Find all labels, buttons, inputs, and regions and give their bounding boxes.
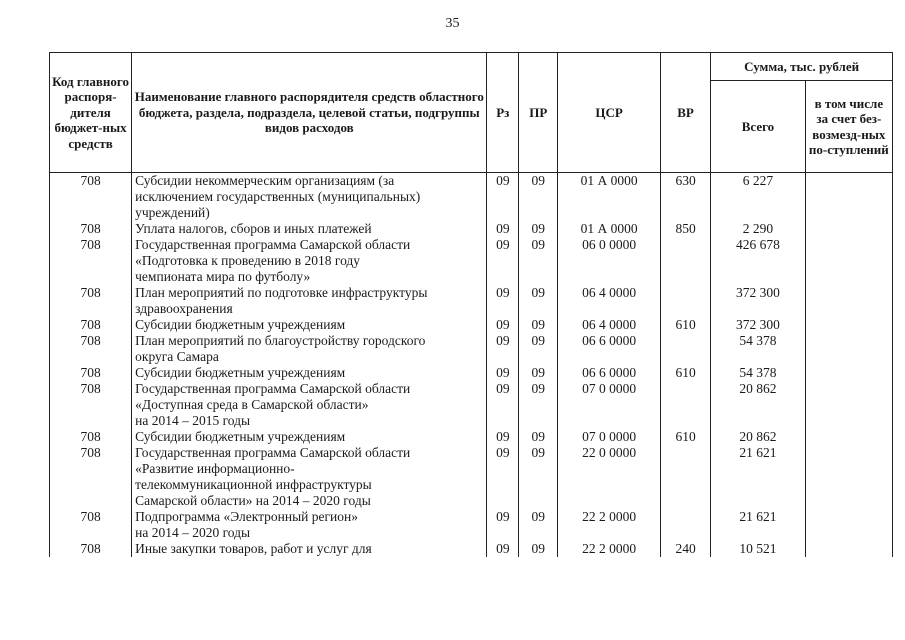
- row-vr: [660, 333, 710, 365]
- row-rz: 09: [487, 285, 519, 317]
- row-vr: 610: [660, 429, 710, 445]
- row-rz: 09: [487, 333, 519, 365]
- row-pr: 09: [519, 381, 558, 429]
- row-total: 21 621: [711, 445, 805, 509]
- row-name-line: округа Самара: [135, 349, 219, 364]
- row-csr: 06 0 0000: [558, 237, 661, 285]
- row-name-line: «Подготовка к проведению в 2018 году: [135, 253, 361, 268]
- row-pr: 09: [519, 541, 558, 557]
- row-pr: 09: [519, 237, 558, 285]
- table-row: [50, 221, 893, 237]
- row-free: [805, 541, 892, 557]
- header-vr: ВР: [660, 53, 710, 173]
- row-total: 372 300: [711, 285, 805, 317]
- row-name-line: Подпрограмма «Электронный регион»: [135, 509, 358, 524]
- row-name: [132, 221, 487, 237]
- row-rz: 09: [487, 381, 519, 429]
- row-vr: 240: [660, 541, 710, 557]
- row-name-line: Субсидии бюджетным учреждениям: [135, 365, 346, 380]
- row-csr: 06 6 0000: [558, 365, 661, 381]
- table-row: [50, 333, 893, 365]
- row-vr: [660, 445, 710, 509]
- row-free: [805, 173, 892, 222]
- row-name-line: План мероприятий по подготовке инфраструктуры: [135, 285, 428, 300]
- table-row: [50, 429, 893, 445]
- header-sum: Сумма, тыс. рублей: [711, 53, 893, 81]
- table-row: [50, 317, 893, 333]
- row-name-line: Государственная программа Самарской области: [135, 445, 411, 460]
- row-total: 54 378: [711, 333, 805, 365]
- row-name-line: на 2014 – 2020 годы: [135, 525, 251, 540]
- row-csr: 22 0 0000: [558, 445, 661, 509]
- table-row: [50, 237, 893, 285]
- row-rz: 09: [487, 445, 519, 509]
- row-vr: 610: [660, 365, 710, 381]
- header-name: Наименование главного распорядителя средств областного бюджета, раздела, подраздела, целевой статьи, подгруппы видов расходов: [132, 53, 487, 173]
- row-csr: 06 6 0000: [558, 333, 661, 365]
- row-vr: [660, 285, 710, 317]
- row-name-line: Уплата налогов, сборов и иных платежей: [135, 221, 372, 236]
- row-name: [132, 509, 487, 541]
- row-code: 708: [50, 429, 132, 445]
- row-csr: 07 0 0000: [558, 429, 661, 445]
- row-pr: 09: [519, 221, 558, 237]
- header-total: Всего: [711, 81, 805, 173]
- row-pr: 09: [519, 429, 558, 445]
- table-row: [50, 381, 893, 429]
- row-free: [805, 333, 892, 365]
- row-pr: 09: [519, 317, 558, 333]
- table-header: [50, 53, 893, 173]
- row-name: [132, 541, 487, 557]
- row-vr: 630: [660, 173, 710, 222]
- row-total: 21 621: [711, 509, 805, 541]
- row-name: [132, 317, 487, 333]
- row-total: 20 862: [711, 381, 805, 429]
- header-csr: ЦСР: [558, 53, 661, 173]
- row-name-line: исключением государственных (муниципальных): [135, 189, 421, 204]
- row-vr: [660, 381, 710, 429]
- header-free: в том числе за счет без-возмезд-ных по-ступлений: [805, 81, 892, 173]
- row-name-line: чемпионата мира по футболу»: [135, 269, 311, 284]
- row-name: [132, 365, 487, 381]
- row-total: 426 678: [711, 237, 805, 285]
- row-pr: 09: [519, 509, 558, 541]
- row-name: [132, 333, 487, 365]
- row-name-line: телекоммуникационной инфраструктуры: [135, 477, 372, 492]
- row-rz: 09: [487, 541, 519, 557]
- row-code: 708: [50, 541, 132, 557]
- row-name-line: на 2014 – 2015 годы: [135, 413, 251, 428]
- row-rz: 09: [487, 173, 519, 222]
- table-body: [50, 173, 893, 558]
- row-free: [805, 237, 892, 285]
- table-row: [50, 285, 893, 317]
- row-csr: 06 4 0000: [558, 285, 661, 317]
- row-name: [132, 429, 487, 445]
- table-row: [50, 173, 893, 222]
- row-free: [805, 429, 892, 445]
- row-total: 20 862: [711, 429, 805, 445]
- row-csr: 01 А 0000: [558, 221, 661, 237]
- table-row: [50, 541, 893, 557]
- row-name-line: «Развитие информационно-: [135, 461, 295, 476]
- row-code: 708: [50, 365, 132, 381]
- row-name: [132, 381, 487, 429]
- row-free: [805, 365, 892, 381]
- row-free: [805, 221, 892, 237]
- row-name: [132, 237, 487, 285]
- row-name-line: Субсидии бюджетным учреждениям: [135, 317, 346, 332]
- budget-table: [49, 52, 893, 557]
- row-name: [132, 173, 487, 222]
- row-code: 708: [50, 509, 132, 541]
- row-csr: 06 4 0000: [558, 317, 661, 333]
- row-pr: 09: [519, 173, 558, 222]
- row-name-line: «Доступная среда в Самарской области»: [135, 397, 369, 412]
- row-csr: 01 А 0000: [558, 173, 661, 222]
- row-code: 708: [50, 237, 132, 285]
- row-free: [805, 509, 892, 541]
- row-pr: 09: [519, 445, 558, 509]
- row-csr: 22 2 0000: [558, 509, 661, 541]
- header-pr: ПР: [519, 53, 558, 173]
- row-name-line: Государственная программа Самарской области: [135, 381, 411, 396]
- row-name: [132, 285, 487, 317]
- row-name-line: Субсидии бюджетным учреждениям: [135, 429, 346, 444]
- row-pr: 09: [519, 365, 558, 381]
- row-name-line: учреждений): [135, 205, 210, 220]
- row-name-line: Субсидии некоммерческим организациям (за: [135, 173, 395, 188]
- row-rz: 09: [487, 365, 519, 381]
- row-pr: 09: [519, 333, 558, 365]
- row-free: [805, 381, 892, 429]
- row-vr: [660, 509, 710, 541]
- row-name-line: Самарской области» на 2014 – 2020 годы: [135, 493, 371, 508]
- row-vr: 850: [660, 221, 710, 237]
- row-name: [132, 445, 487, 509]
- row-name-line: Государственная программа Самарской области: [135, 237, 411, 252]
- row-total: 372 300: [711, 317, 805, 333]
- row-pr: 09: [519, 285, 558, 317]
- row-code: 708: [50, 445, 132, 509]
- row-csr: 22 2 0000: [558, 541, 661, 557]
- row-code: 708: [50, 333, 132, 365]
- row-total: 54 378: [711, 365, 805, 381]
- row-total: 2 290: [711, 221, 805, 237]
- row-name-line: План мероприятий по благоустройству городского: [135, 333, 426, 348]
- row-free: [805, 285, 892, 317]
- row-total: 6 227: [711, 173, 805, 222]
- row-code: 708: [50, 173, 132, 222]
- row-free: [805, 445, 892, 509]
- row-free: [805, 317, 892, 333]
- row-rz: 09: [487, 317, 519, 333]
- row-code: 708: [50, 221, 132, 237]
- row-name-line: Иные закупки товаров, работ и услуг для: [135, 541, 372, 556]
- table-row: [50, 509, 893, 541]
- header-code: Код главного распоря-дителя бюджет-ных средств: [50, 53, 132, 173]
- row-rz: 09: [487, 509, 519, 541]
- row-rz: 09: [487, 429, 519, 445]
- row-rz: 09: [487, 221, 519, 237]
- row-code: 708: [50, 285, 132, 317]
- page-number: 35: [445, 16, 460, 31]
- table-row: [50, 445, 893, 509]
- row-vr: 610: [660, 317, 710, 333]
- table-row: [50, 365, 893, 381]
- row-code: 708: [50, 317, 132, 333]
- row-total: 10 521: [711, 541, 805, 557]
- row-code: 708: [50, 381, 132, 429]
- row-rz: 09: [487, 237, 519, 285]
- header-rz: Рз: [487, 53, 519, 173]
- row-vr: [660, 237, 710, 285]
- row-csr: 07 0 0000: [558, 381, 661, 429]
- row-name-line: здравоохранения: [135, 301, 233, 316]
